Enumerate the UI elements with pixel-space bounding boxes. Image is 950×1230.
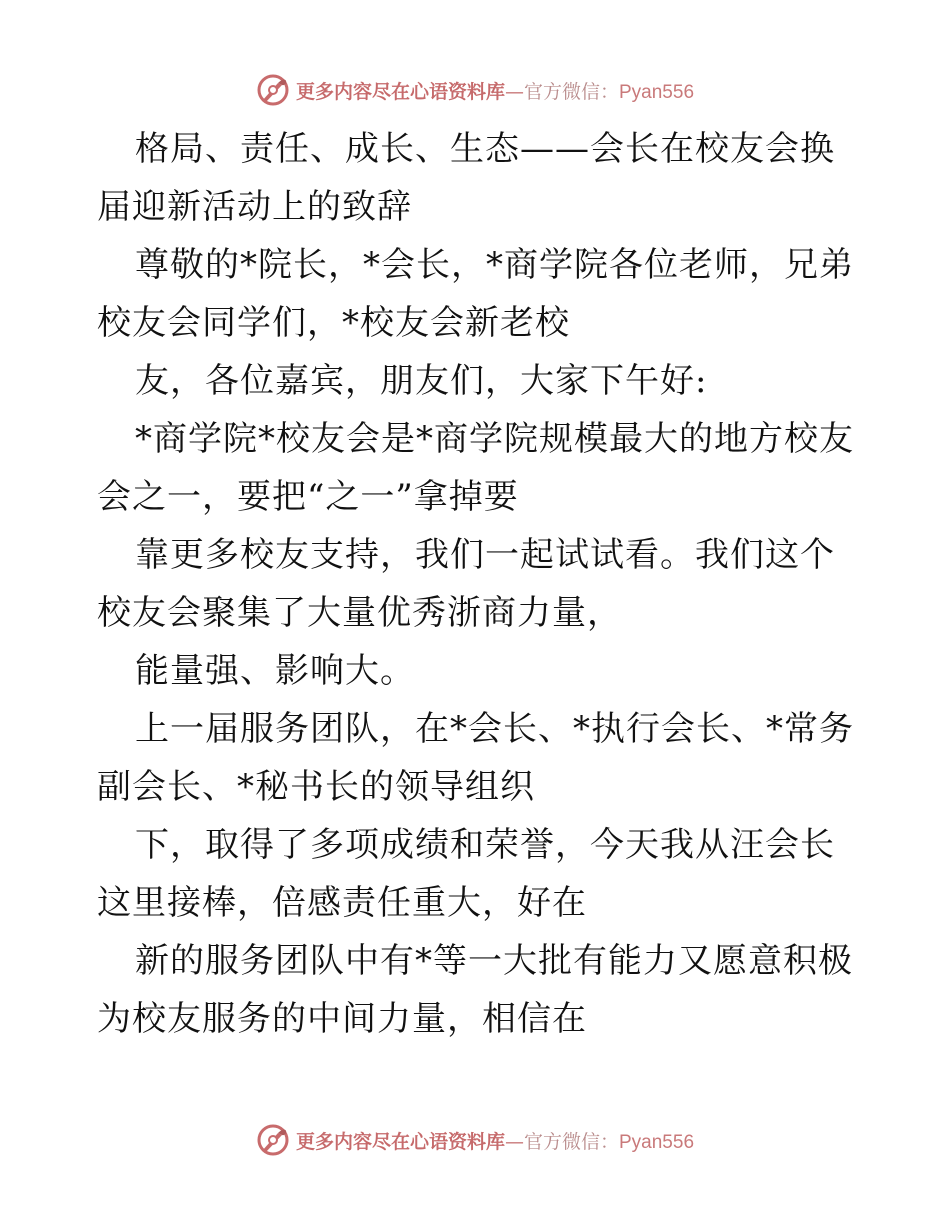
document-body <box>97 120 857 1048</box>
paragraph-previous-team: 上一届服务团队，在*会长、*执行会长、*常务副会长、*秘书长的领导组织 <box>97 709 854 807</box>
footer-main-text: 更多内容尽在心语资料库 <box>295 1130 505 1153</box>
paragraph-title: 格局、责任、成长、生态——会长在校友会换届迎新活动上的致辞 <box>97 129 835 227</box>
paragraph-energy: 能量强、影响大。 <box>135 651 415 691</box>
paragraph-greeting: 友，各位嘉宾，朋友们，大家下午好: <box>135 361 708 401</box>
footer-dash: — <box>504 1130 524 1153</box>
header-wechat-id: Pyan556 <box>619 81 695 103</box>
paragraph-salutation: 尊敬的*院长，*会长，*商学院各位老师，兄弟校友会同学们，*校友会新老校 <box>97 245 854 343</box>
header-dash: — <box>504 80 524 103</box>
paragraph-support: 靠更多校友支持，我们一起试试看。我们这个校友会聚集了大量优秀浙商力量， <box>97 535 835 633</box>
quill-logo-icon <box>256 73 290 107</box>
footer-sub-text: 官方微信： <box>523 1130 619 1153</box>
header-main-text: 更多内容尽在心语资料库 <box>295 80 505 103</box>
quill-logo-icon <box>256 1123 290 1157</box>
header-sub-text: 官方微信： <box>523 80 619 103</box>
paragraph-achievements: 下，取得了多项成绩和荣誉，今天我从汪会长这里接棒，倍感责任重大，好在 <box>97 825 835 923</box>
header-watermark <box>0 70 950 110</box>
footer-wechat-id: Pyan556 <box>619 1131 695 1153</box>
paragraph-intro: *商学院*校友会是*商学院规模最大的地方校友会之一，要把“之一”拿掉要 <box>97 419 854 517</box>
paragraph-new-team: 新的服务团队中有*等一大批有能力又愿意积极为校友服务的中间力量，相信在 <box>97 941 853 1039</box>
footer-watermark <box>0 1120 950 1160</box>
